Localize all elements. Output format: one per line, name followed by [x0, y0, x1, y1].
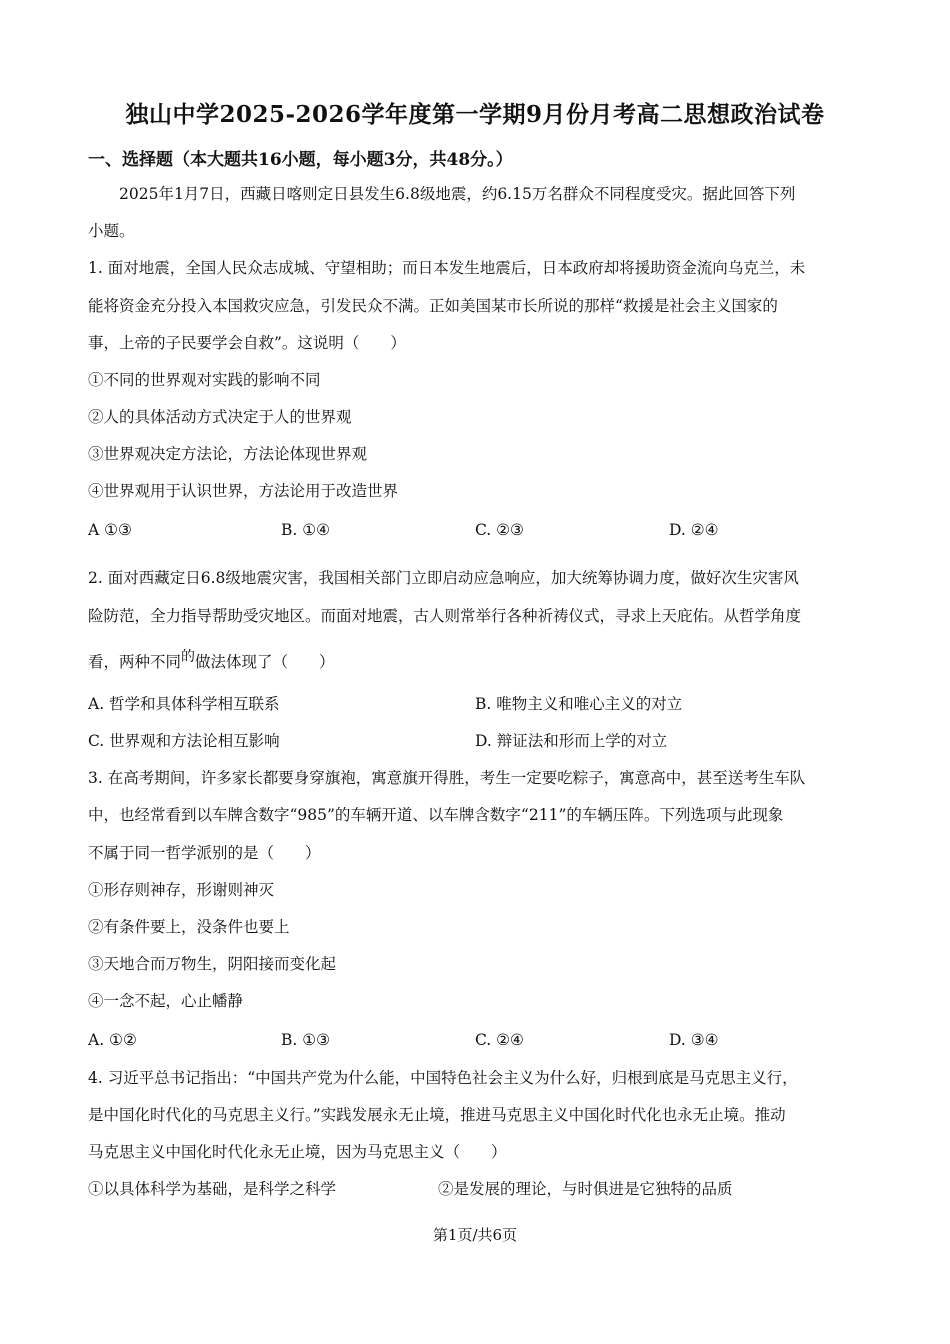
q1-option-d: D. ②④ [669, 521, 719, 539]
q4-stem-line-3: 马克思主义中国化时代化永无止境，因为马克思主义（ ） [88, 1143, 507, 1161]
q1-stem-line-3: 事，上帝的子民要学会自救”。这说明（ ） [88, 334, 406, 352]
q1-item-4: ④世界观用于认识世界，方法论用于改造世界 [88, 482, 399, 500]
q2-stem-line-3-b: 做法体现了（ ） [195, 653, 335, 671]
q3-item-3: ③天地合而万物生，阴阳接而变化起 [88, 955, 337, 973]
q1-item-1: ①不同的世界观对实践的影响不同 [88, 371, 321, 389]
q2-option-b: B. 唯物主义和唯心主义的对立 [475, 695, 683, 713]
q1-option-b: B. ①④ [281, 521, 331, 539]
q3-option-a: A. ①② [88, 1031, 137, 1049]
q2-stem-line-3 [88, 649, 868, 673]
q3-option-b: B. ①③ [281, 1031, 331, 1049]
q4-item-1: ①以具体科学为基础，是科学之科学 [88, 1180, 337, 1198]
q4-stem-line-2: 是中国化时代化的马克思主义行。”实践发展永无止境，推进马克思主义中国化时代化也永无止境。推动 [88, 1106, 786, 1124]
q1-option-a: A ①③ [88, 521, 132, 539]
q1-option-c: C. ②③ [475, 521, 524, 539]
q4-stem-line-1: 4. 习近平总书记指出：“中国共产党为什么能，中国特色社会主义为什么好，归根到底是马克思主义行， [88, 1069, 798, 1087]
q3-option-d: D. ③④ [669, 1031, 719, 1049]
q2-stem-superscript: 的 [181, 649, 196, 665]
exam-title: 独山中学2025-2026学年度第一学期9月份月考高二思想政治试卷 [125, 101, 825, 128]
q3-item-1: ①形存则神存，形谢则神灭 [88, 881, 275, 899]
q1-stem-line-1: 1. 面对地震，全国人民众志成城、守望相助；而日本发生地震后，日本政府却将援助资金流向乌克兰，未 [88, 259, 806, 277]
q3-item-4: ④一念不起，心止幡静 [88, 992, 244, 1010]
q3-stem-line-2: 中，也经常看到以车牌含数字“985”的车辆开道、以车牌含数字“211”的车辆压阵。下列选项与此现象 [88, 806, 784, 824]
q2-option-c: C. 世界观和方法论相互影响 [88, 732, 280, 750]
q1-stem-line-2: 能将资金充分投入本国救灾应急，引发民众不满。正如美国某市长所说的那样“救援是社会主义国家的 [88, 297, 778, 315]
q1-item-3: ③世界观决定方法论，方法论体现世界观 [88, 445, 368, 463]
q2-stem-line-2: 险防范，全力指导帮助受灾地区。而面对地震，古人则常举行各种祈祷仪式，寻求上天庇佑。从哲学角度 [88, 607, 802, 625]
q1-item-2: ②人的具体活动方式决定于人的世界观 [88, 408, 352, 426]
section-heading: 一、选择题（本大题共16小题，每小题3分，共48分。） [88, 150, 513, 170]
intro-line-2: 小题。 [88, 222, 135, 240]
q3-item-2: ②有条件要上，没条件也要上 [88, 918, 290, 936]
q2-option-d: D. 辩证法和形而上学的对立 [475, 732, 668, 750]
q2-stem-line-1: 2. 面对西藏定日6.8级地震灾害，我国相关部门立即启动应急响应，加大统筹协调力度，做好次生灾害风 [88, 569, 799, 587]
q4-item-2: ②是发展的理论，与时俱进是它独特的品质 [438, 1180, 733, 1198]
q2-stem-line-3-a: 看，两种不同 [88, 653, 182, 671]
q3-option-c: C. ②④ [475, 1031, 524, 1049]
intro-line-1: 2025年1月7日，西藏日喀则定日县发生6.8级地震，约6.15万名群众不同程度受灾。据此回答下列 [119, 185, 796, 203]
q2-option-a: A. 哲学和具体科学相互联系 [88, 695, 280, 713]
q3-stem-line-1: 3. 在高考期间，许多家长都要身穿旗袍，寓意旗开得胜，考生一定要吃粽子，寓意高中，甚至送考生车队 [88, 769, 806, 787]
page-footer: 第1页/共6页 [432, 1226, 518, 1244]
q3-stem-line-3: 不属于同一哲学派别的是（ ） [88, 844, 321, 862]
